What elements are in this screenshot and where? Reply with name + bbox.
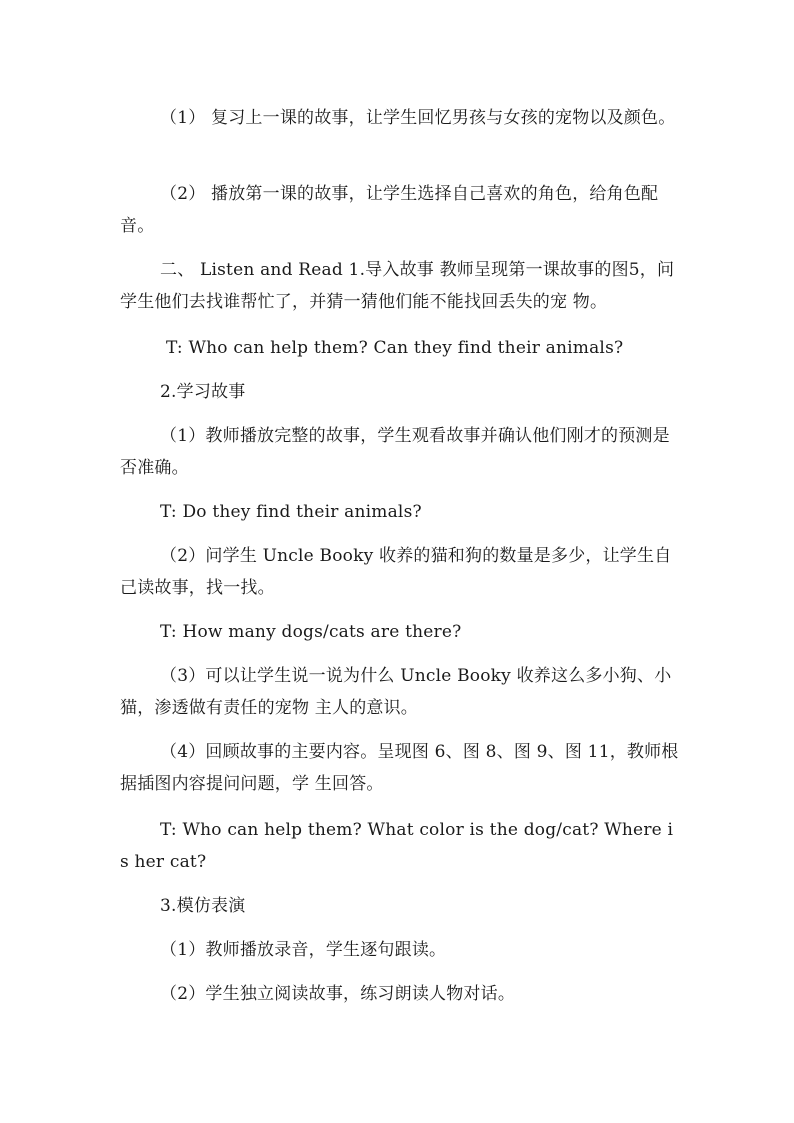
paragraph-play-first-story: （2） 播放第一课的故事，让学生选择自己喜欢的角色，给角色配音。 [120, 184, 659, 236]
paragraph-heading-imitate-perform: 3.模仿表演 [160, 896, 246, 916]
paragraph-question-how-many: T: How many dogs/cats are there? [160, 622, 462, 642]
paragraph-read-independently: （2）学生独立阅读故事，练习朗读人物对话。 [160, 984, 516, 1004]
paragraph-question-what-color: T: Who can help them? What color is the dog/cat? Where is her cat? [120, 820, 674, 872]
paragraph-listen-and-read: 二、 Listen and Read 1.导入故事 教师呈现第一课故事的图5，问学生他们去找谁帮忙了，并猜一猜他们能不能找回丢失的宠 物。 [120, 260, 675, 312]
paragraph-heading-learn-story: 2.学习故事 [160, 382, 246, 402]
paragraph-question-find-animals: T: Do they find their animals? [160, 502, 422, 522]
paragraph-question-who-can-help: T: Who can help them? Can they find their animals? [166, 338, 624, 358]
paragraph-watch-full-story: （1）教师播放完整的故事，学生观看故事并确认他们刚才的预测是否准确。 [120, 426, 670, 478]
paragraph-responsible-pet-owner: （3）可以让学生说一说为什么 Uncle Booky 收养这么多小狗、小猫，渗透做有责任的宠物 主人的意识。 [120, 666, 672, 718]
paragraph-repeat-after-recording: （1）教师播放录音，学生逐句跟读。 [160, 940, 447, 960]
paragraph-review-previous-story: （1） 复习上一课的故事，让学生回忆男孩与女孩的宠物以及颜色。 [160, 108, 676, 128]
paragraph-review-main-content: （4）回顾故事的主要内容。呈现图 6、图 8、图 9、图 11，教师根据插图内容提问问题，学 生回答。 [120, 742, 679, 794]
paragraph-count-cats-dogs: （2）问学生 Uncle Booky 收养的猫和狗的数量是多少，让学生自己读故事，找一找。 [120, 546, 672, 598]
